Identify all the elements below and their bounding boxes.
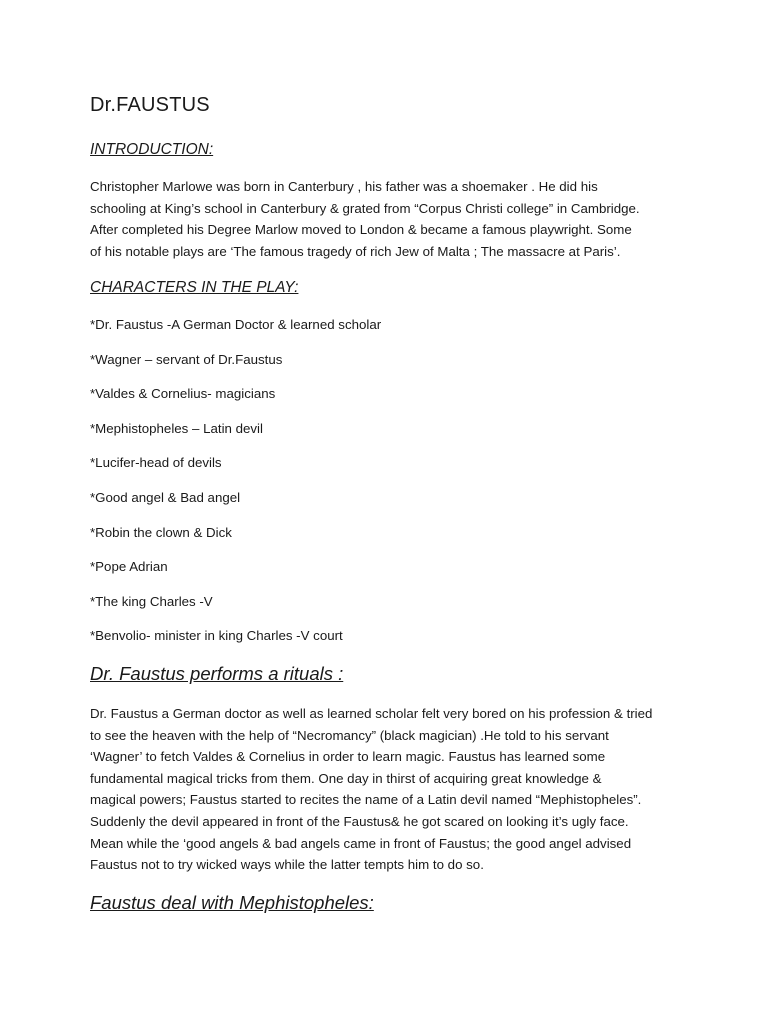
rituals-line: fundamental magical tricks from them. One day in thirst of acquiring great knowledge &	[90, 770, 602, 786]
deal-heading: Faustus deal with Mephistopheles:	[90, 892, 374, 913]
character-item: *Pope Adrian	[90, 559, 168, 575]
rituals-line: Dr. Faustus a German doctor as well as learned scholar felt very bored on his profession & tried	[90, 706, 653, 721]
introduction-line: Christopher Marlowe was born in Canterbury , his father was a shoemaker . He did his	[90, 179, 598, 194]
introduction-paragraph	[90, 176, 680, 262]
rituals-heading: Dr. Faustus performs a rituals :	[90, 663, 344, 684]
rituals-line: ‘Wagner’ to fetch Valdes & Cornelius in order to learn magic. Faustus has learned some	[90, 749, 606, 765]
introduction-line: After completed his Degree Marlow moved to London & became a famous playwright. Some	[90, 222, 632, 238]
characters-heading: CHARACTERS IN THE PLAY:	[90, 279, 299, 296]
characters-list	[90, 316, 381, 662]
rituals-line: Suddenly the devil appeared in front of the Faustus& he got scared on looking it’s ugly face.	[90, 813, 629, 829]
introduction-heading: INTRODUCTION:	[90, 141, 214, 158]
rituals-paragraph	[90, 703, 680, 876]
introduction-line: of his notable plays are ‘The famous tragedy of rich Jew of Malta ; The massacre at Paris’.	[90, 243, 621, 259]
rituals-line: to see the heaven with the help of “Necromancy” (black magician) .He told to his servant	[90, 727, 609, 743]
character-item: *Lucifer-head of devils	[90, 455, 222, 471]
character-item: *Good angel & Bad angel	[90, 489, 241, 505]
character-item: *Wagner – servant of Dr.Faustus	[90, 351, 283, 367]
rituals-line: Faustus not to try wicked ways while the latter tempts him to do so.	[90, 857, 484, 873]
rituals-line: Mean while the ‘good angels & bad angels came in front of Faustus; the good angel advised	[90, 835, 632, 851]
character-item: *Valdes & Cornelius- magicians	[90, 386, 276, 402]
character-item: *The king Charles -V	[90, 593, 213, 609]
rituals-line: magical powers; Faustus started to recites the name of a Latin devil named “Mephistopheles”.	[90, 792, 642, 808]
introduction-line: schooling at King’s school in Canterbury & grated from “Corpus Christi college” in Cambridge.	[90, 200, 640, 216]
document-title: Dr.FAUSTUS	[90, 94, 210, 116]
character-item: *Robin the clown & Dick	[90, 524, 232, 540]
character-item: *Dr. Faustus -A German Doctor & learned scholar	[90, 317, 382, 332]
character-item: *Mephistopheles – Latin devil	[90, 420, 263, 436]
character-item: *Benvolio- minister in king Charles -V court	[90, 628, 343, 644]
